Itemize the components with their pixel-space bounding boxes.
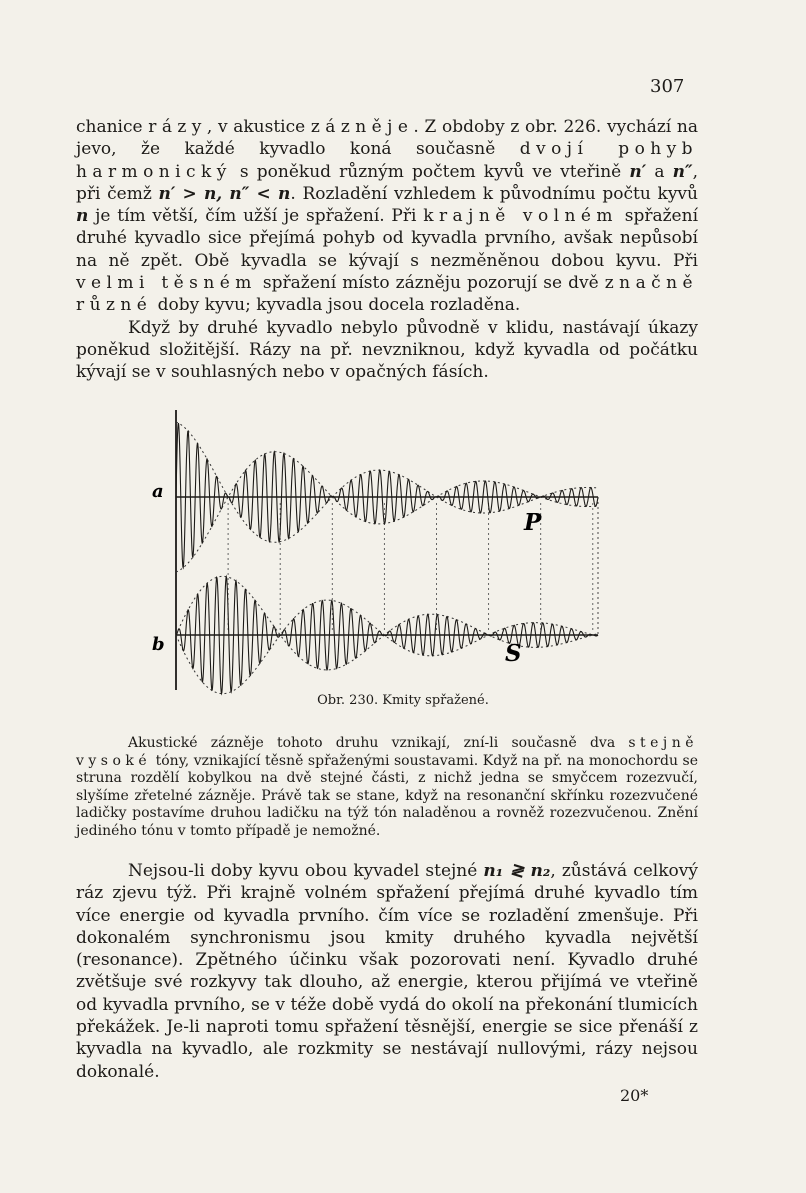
text-run: a: [646, 161, 673, 182]
label-p: P: [524, 509, 542, 536]
oscillation-curve: [176, 423, 598, 567]
spaced-term: zázněje: [310, 117, 414, 137]
spaced-term: dvojí pohyb harmonický: [76, 139, 699, 182]
signature-mark: 20*: [620, 1086, 649, 1105]
figure-caption: Obr. 230. Kmity spřažené.: [317, 693, 489, 708]
label-b: b: [152, 634, 165, 655]
text-run: , v akustice: [206, 117, 311, 137]
page-number: 307: [650, 76, 685, 97]
text-run: . Rozladění vzhledem k původnímu počtu kyvů: [290, 183, 698, 204]
paragraph-initial-state: Když by druhé kyvadlo nebylo původně v klidu, nastávají úkazy poněkud složitější. Rázy na př. nevzniknou, když kyvadla od počátku kývají se v souhlasných nebo v opačných fásích.: [76, 317, 698, 383]
math-symbol: n′: [629, 161, 647, 182]
bottom-text: [76, 860, 698, 1083]
math-symbol: n″: [672, 161, 693, 182]
text-run: . Z obdoby z obr. 226. vychází na jevo, že každé kyvadlo koná současně: [76, 117, 698, 160]
small-text: [76, 735, 698, 840]
text-run: je tím větší, čím užší je spřažení. Při: [88, 206, 424, 227]
text-run: Nejsou-li doby kyvu obou kyvadel stejné: [128, 861, 484, 881]
label-a: a: [152, 481, 164, 502]
text-run: spřažení místo zázněju pozorují se dvě: [256, 273, 605, 294]
text-run: doby kyvu; kyvadla jsou docela rozladěna.: [152, 295, 521, 316]
wave-b: [176, 576, 598, 693]
paragraph-resonance: [76, 860, 698, 1083]
text-run: , při čemž: [76, 161, 698, 204]
text-run: , zůstává celkový ráz zjevu týž. Při krajně volném spřažení přejímá druhé kyvadlo tím více energie od kyvadla prvního. čím více se rozladění zmenšuje. Při dokonalém synchronismu jsou kmity druhého kyvadla největší (resonance). Zpětného účinku však pozorovati není. Kyvadlo druhé zvětšuje své rozkyvy tak dlouho, až energie, kterou přijímá ve vteřině od kyvadla prvního, se v téže době vydá do okolí na překonání tlumicích překážek. Je-li naproti tomu spřažení těsnější, energie se sice přenáší z kyvadla na kyvadlo, ale rozkmity se nestávají nullovými, rázy nejsou dokonalé.: [76, 861, 698, 1082]
spaced-term: rázy: [148, 117, 207, 137]
math-expression: n₁ ≷ n₂: [483, 861, 551, 881]
text-run: tóny, vznikající těsně spřaženými soustavami. Když na př. na monochordu se struna rozdělí kobylkou na dvě stejné části, z nichž jedna se smyčcem rozezvučí, slyšíme zřetelné zázněje. Právě tak se stane, když na resonanční skřínku rozezvučené ladičky postavíme druhou ladičku na týž tón naladěnou a rovněž rozezvučenou. Znění jediného tónu v tomto případě je nemožné.: [76, 752, 698, 839]
envelope-upper: [176, 600, 598, 694]
coupled-oscillation-figure: [148, 405, 608, 705]
top-text: [76, 116, 698, 384]
text-run: chanice: [76, 117, 149, 137]
spaced-term: krajně volném: [423, 206, 618, 227]
spaced-term: velmi těsném: [76, 273, 257, 294]
text-run: s poněkud různým počtem kyvů ve vteřině: [231, 161, 630, 182]
paragraph-acoustic-beats: [76, 735, 698, 840]
wave-a: [176, 422, 598, 572]
figure-guides: [176, 410, 598, 690]
label-s: S: [505, 640, 522, 667]
math-expression: n′ > n, n″ < n: [158, 183, 291, 204]
paragraph-coupling: [76, 116, 698, 317]
spaced-term: stejně vysoké: [76, 735, 698, 769]
math-symbol: n: [76, 206, 89, 227]
text-run: Akustické zázněje tohoto druhu vznikají, zní-li současně dva: [128, 735, 629, 751]
spaced-term: značně různé: [76, 273, 698, 316]
text-run: spřažení druhé kyvadlo sice přejímá pohyb od kyvadla prvního, avšak nepůsobí na ně zpět. Obě kyvadla se kývají s nezměněnou dobou kyvu. Při: [76, 206, 699, 271]
